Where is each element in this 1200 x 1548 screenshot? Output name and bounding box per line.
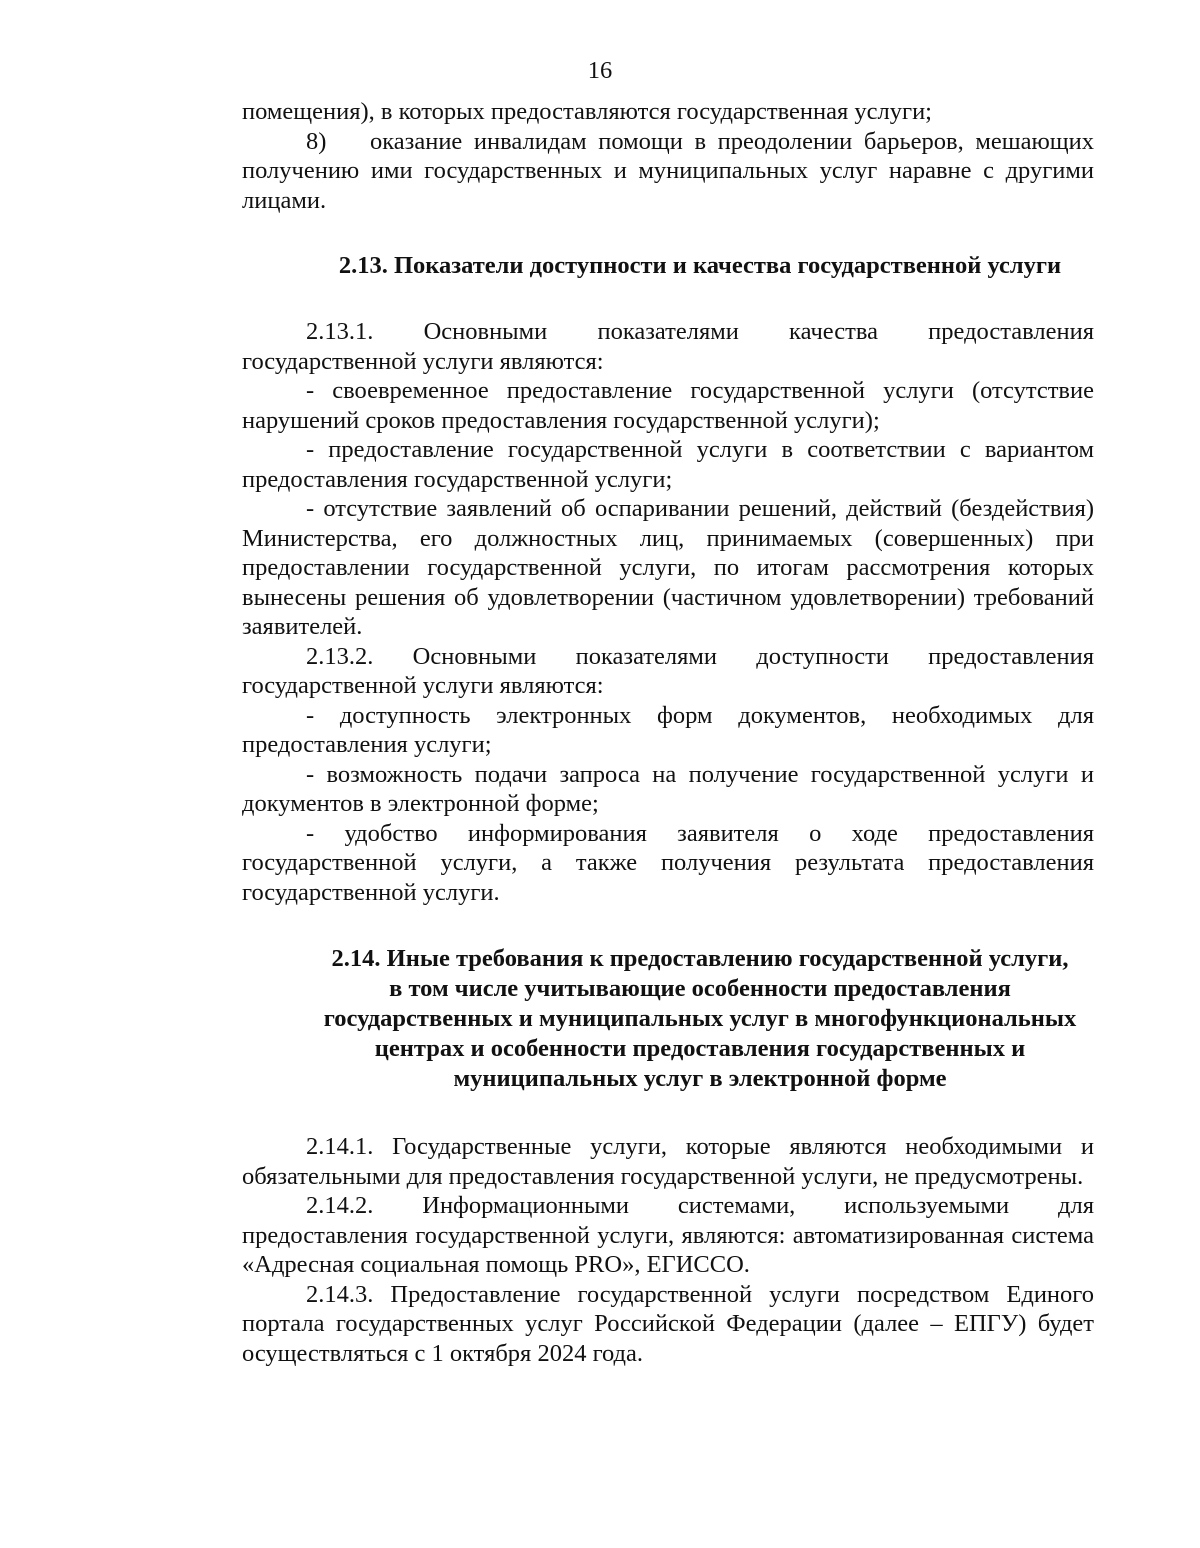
paragraph-continuation: помещения), в которых предоставляются государственная услуги; bbox=[242, 98, 932, 125]
section-heading-2-13: 2.13. Показатели доступности и качества государственной услуги bbox=[338, 252, 1062, 279]
heading-line: государственных и муниципальных услуг в многофункциональных bbox=[323, 1005, 1077, 1032]
heading-line: центрах и особенности предоставления государственных и bbox=[374, 1035, 1026, 1062]
heading-line: муниципальных услуг в электронной форме bbox=[453, 1065, 947, 1092]
heading-line: 2.14. Иные требования к предоставлению государственной услуги, bbox=[331, 945, 1069, 972]
list-item-number: 8) bbox=[306, 127, 327, 155]
heading-line: в том числе учитывающие особенности предоставления bbox=[389, 975, 1011, 1002]
bullet-service-variant: - предоставление государственной услуги в соответствии с вариантом предоставления государственной услуги; bbox=[242, 436, 1094, 493]
page-number: 16 bbox=[587, 57, 613, 84]
bullet-electronic-forms: - доступность электронных форм документов, необходимых для предоставления услуги; bbox=[242, 701, 1094, 758]
paragraph-2-14-2: 2.14.2. Информационными системами, используемыми для предоставления государственной услуги, являются: автоматизированная система «Адресная социальная помощь PRO», ЕГИССО. bbox=[242, 1192, 1094, 1278]
list-item-8 bbox=[242, 127, 1094, 216]
document-body bbox=[242, 97, 1094, 1368]
section-heading-2-14 bbox=[242, 944, 1094, 1094]
bullet-no-complaints: - отсутствие заявлений об оспаривании решений, действий (бездействия) Министерства, его должностных лиц, принимаемых (совершенных) при предоставлении государственной услуги, по итогам рассмотрения которых вынесены решения об удовлетворении (частичном удовлетворении) требований заявителей. bbox=[242, 495, 1094, 640]
paragraph-2-14-3: 2.14.3. Предоставление государственной услуги посредством Единого портала государственных услуг Российской Федерации (далее – ЕПГУ) будет осуществляться с 1 октября 2024 года. bbox=[242, 1280, 1094, 1367]
paragraph-2-13-1: 2.13.1. Основными показателями качества предоставления государственной услуги являются: bbox=[242, 318, 1094, 375]
bullet-timely-service: - своевременное предоставление государственной услуги (отсутствие нарушений сроков предоставления государственной услуги); bbox=[242, 377, 1094, 434]
bullet-electronic-request: - возможность подачи запроса на получение государственной услуги и документов в электронной форме; bbox=[242, 760, 1094, 817]
bullet-informing: - удобство информирования заявителя о ходе предоставления государственной услуги, а также получения результата предоставления государственной услуги. bbox=[242, 819, 1094, 906]
paragraph-2-13-2: 2.13.2. Основными показателями доступности предоставления государственной услуги являются: bbox=[242, 642, 1094, 699]
list-item-text: оказание инвалидам помощи в преодолении барьеров, мешающих получению ими государственных и муниципальных услуг наравне с другими лицами. bbox=[242, 127, 1094, 214]
paragraph-2-14-1: 2.14.1. Государственные услуги, которые являются необходимыми и обязательными для предоставления государственной услуги, не предусмотрены. bbox=[242, 1133, 1094, 1190]
